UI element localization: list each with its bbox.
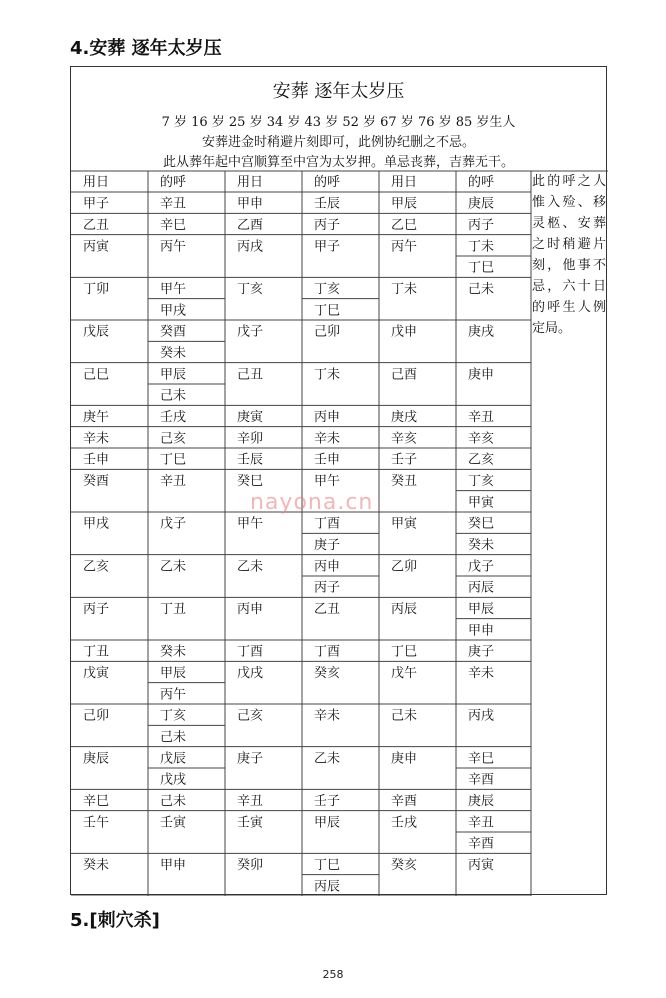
table-cell: 癸未 [160,346,187,361]
table-cell: 癸酉 [160,324,187,340]
table-cell: 辛未 [314,708,341,724]
table-cell: 丁巳 [468,260,495,276]
table-cell: 甲申 [160,858,187,873]
table-cell: 庚申 [468,367,495,383]
table-cell: 乙卯 [391,559,418,575]
table-cell: 丁未 [468,239,495,255]
table-cell: 庚辰 [468,196,495,212]
section-heading: 4.安葬 逐年太岁压 [70,38,222,59]
table-cell: 辛亥 [468,431,495,447]
table-cell: 甲辰 [391,196,418,212]
table-cell: 甲寅 [468,495,495,511]
table-cell: 癸未 [160,644,187,660]
table-cell: 甲辰 [160,666,187,681]
table-cell: 丁酉 [314,644,341,660]
column-header: 用日 [237,175,264,190]
table-cell: 甲寅 [391,516,418,532]
table-cell: 丁酉 [237,644,264,660]
table-cell: 戊子 [160,516,187,532]
table-cell: 己亥 [237,708,264,724]
table-cell: 丙申 [237,602,264,617]
table-cell: 壬申 [83,452,110,468]
table-cell: 丁巳 [391,644,418,660]
table-cell: 丙子 [314,580,341,596]
table-cell: 辛亥 [391,431,418,447]
table-cell: 丙午 [160,239,187,255]
table-cell: 戊戌 [237,666,264,681]
table-cell: 己卯 [314,324,341,340]
table-cell: 甲子 [83,196,110,212]
table-cell: 乙未 [237,559,264,575]
table-cell: 甲辰 [468,602,495,617]
table-cell: 癸巳 [237,474,264,489]
table-cell: 壬寅 [160,815,187,831]
intro-line: 此从葬年起中宫顺算至中宫为太岁押。单忌丧葬，吉葬无干。 [162,155,514,170]
table-cell: 辛未 [314,431,341,447]
table-cell: 乙未 [314,751,341,767]
table-cell: 庚子 [468,644,495,660]
table-cell: 庚子 [314,538,341,553]
table-cell: 庚辰 [83,751,110,767]
table-cell: 癸亥 [391,858,418,873]
table-cell: 丙辰 [314,879,341,895]
table-cell: 丁亥 [237,282,264,297]
table-cell: 庚寅 [237,410,264,425]
table-cell: 丁未 [391,282,418,297]
page-number: 258 [322,968,344,981]
table-cell: 己酉 [391,367,418,383]
table-cell: 辛巳 [468,751,495,767]
table-cell: 癸未 [468,538,495,553]
table-cell: 丙辰 [468,580,495,596]
table-cell: 丙午 [391,239,418,255]
table-cell: 壬寅 [237,815,264,831]
table-cell: 乙丑 [314,602,341,617]
table-cell: 丙戌 [237,239,264,255]
table-cell: 乙亥 [83,559,110,575]
table-title: 安葬 逐年太岁压 [272,81,405,102]
watermark: nayona.cn [250,490,374,515]
table-cell: 壬戌 [391,815,418,831]
table-cell: 甲申 [468,623,495,639]
table-cell: 丁亥 [314,282,341,297]
table-cell: 庚戌 [391,410,418,425]
table-cell: 壬申 [314,452,341,468]
table-cell: 丁卯 [83,282,110,297]
table-cell: 壬子 [391,452,418,468]
column-header: 的呼 [468,175,495,190]
table-cell: 辛巳 [83,794,110,809]
table-cell: 己未 [160,730,187,745]
column-header: 的呼 [314,175,341,190]
table-cell: 辛丑 [160,474,187,489]
table-cell: 癸卯 [237,858,264,873]
intro-line: 7 岁 16 岁 25 岁 34 岁 43 岁 52 岁 67 岁 76 岁 85 岁生人 [161,115,516,130]
intro-line: 安葬进金时稍避片刻即可，此例协纪删之不忌。 [201,135,475,150]
table-cell: 乙丑 [83,218,110,233]
table-cell: 辛未 [468,666,495,681]
table-cell: 癸亥 [314,666,341,681]
column-header: 用日 [391,175,418,190]
table-cell: 壬辰 [237,452,264,468]
table-cell: 丁亥 [160,708,187,724]
table-cell: 甲午 [237,516,264,532]
table-cell: 乙未 [160,559,187,575]
table-cell: 丙寅 [83,239,110,255]
table-cell: 丙寅 [468,858,495,873]
table-cell: 戊戌 [160,772,187,788]
table-cell: 丁丑 [83,644,110,660]
table-cell: 壬午 [83,815,110,831]
table-cell: 甲戌 [160,303,187,319]
table-cell: 庚申 [391,751,418,767]
table-cell: 戊午 [391,666,418,681]
table-cell: 辛酉 [391,794,418,809]
side-note: 此的呼之人惟入殓、移灵柩、安葬之时稍避片刻，他事不忌，六十日的呼生人例定局。 [532,174,606,336]
table-cell: 辛酉 [468,772,495,788]
table-cell: 己未 [391,708,418,724]
table-cell: 壬辰 [314,196,341,212]
table-cell: 丙戌 [468,708,495,724]
table-cell: 甲午 [160,282,187,297]
table-cell: 戊子 [468,559,495,575]
table-cell: 丁巳 [314,858,341,873]
table-cell: 辛丑 [160,196,187,212]
table-cell: 丁未 [314,367,341,383]
table-cell: 戊子 [237,324,264,340]
table-cell: 辛丑 [468,410,495,425]
table-cell: 丙辰 [391,602,418,617]
table-cell: 辛丑 [237,794,264,809]
table-cell: 丁酉 [314,516,341,532]
table-cell: 癸巳 [468,516,495,532]
table-cell: 丁亥 [468,474,495,489]
table-cell: 癸未 [83,858,110,873]
table-cell: 己未 [160,388,187,404]
table-cell: 丙子 [468,218,495,233]
table-cell: 戊寅 [83,666,110,681]
table-cell: 戊申 [391,324,418,340]
table-cell: 甲午 [314,474,341,489]
table-frame [70,66,607,895]
table-cell: 戊辰 [83,324,110,340]
table-cell: 丙午 [160,687,187,703]
table-cell: 戊辰 [160,751,187,767]
table-cell: 甲戌 [83,516,110,532]
table-cell: 甲辰 [314,815,341,831]
table-cell: 丁巳 [314,303,341,319]
table-cell: 己丑 [237,367,264,383]
table-cell: 丙子 [314,218,341,233]
table-cell: 己未 [160,794,187,809]
table-cell: 庚子 [237,751,264,767]
table-cell: 己亥 [160,431,187,447]
table-cell: 丁巳 [160,452,187,468]
next-section-heading: 5.[刺穴杀] [70,910,160,931]
table-cell: 乙巳 [391,218,418,233]
table-cell: 乙酉 [237,218,264,233]
table-cell: 丁丑 [160,602,187,617]
table-cell: 丙子 [83,602,110,617]
table-cell: 辛酉 [468,836,495,852]
table-cell: 庚辰 [468,794,495,809]
column-header: 用日 [83,175,110,190]
table-cell: 庚戌 [468,324,495,340]
table-cell: 乙亥 [468,452,495,468]
table-cell: 甲申 [237,196,264,212]
column-header: 的呼 [160,175,187,190]
table-cell: 壬戌 [160,410,187,425]
table-cell: 甲子 [314,239,341,255]
table-cell: 己巳 [83,367,110,383]
table-cell: 癸酉 [83,474,110,489]
table-cell: 癸丑 [391,474,418,489]
table-cell: 辛未 [83,431,110,447]
table-cell: 丙申 [314,410,341,425]
table-cell: 辛巳 [160,218,187,233]
table-cell: 辛卯 [237,431,264,447]
table-cell: 丙申 [314,559,341,575]
table-cell: 己卯 [83,708,110,724]
table-cell: 己未 [468,282,495,297]
table-cell: 甲辰 [160,367,187,383]
table-cell: 壬子 [314,794,341,809]
table-cell: 庚午 [83,410,110,425]
table-cell: 辛丑 [468,815,495,831]
data-grid [71,67,608,896]
